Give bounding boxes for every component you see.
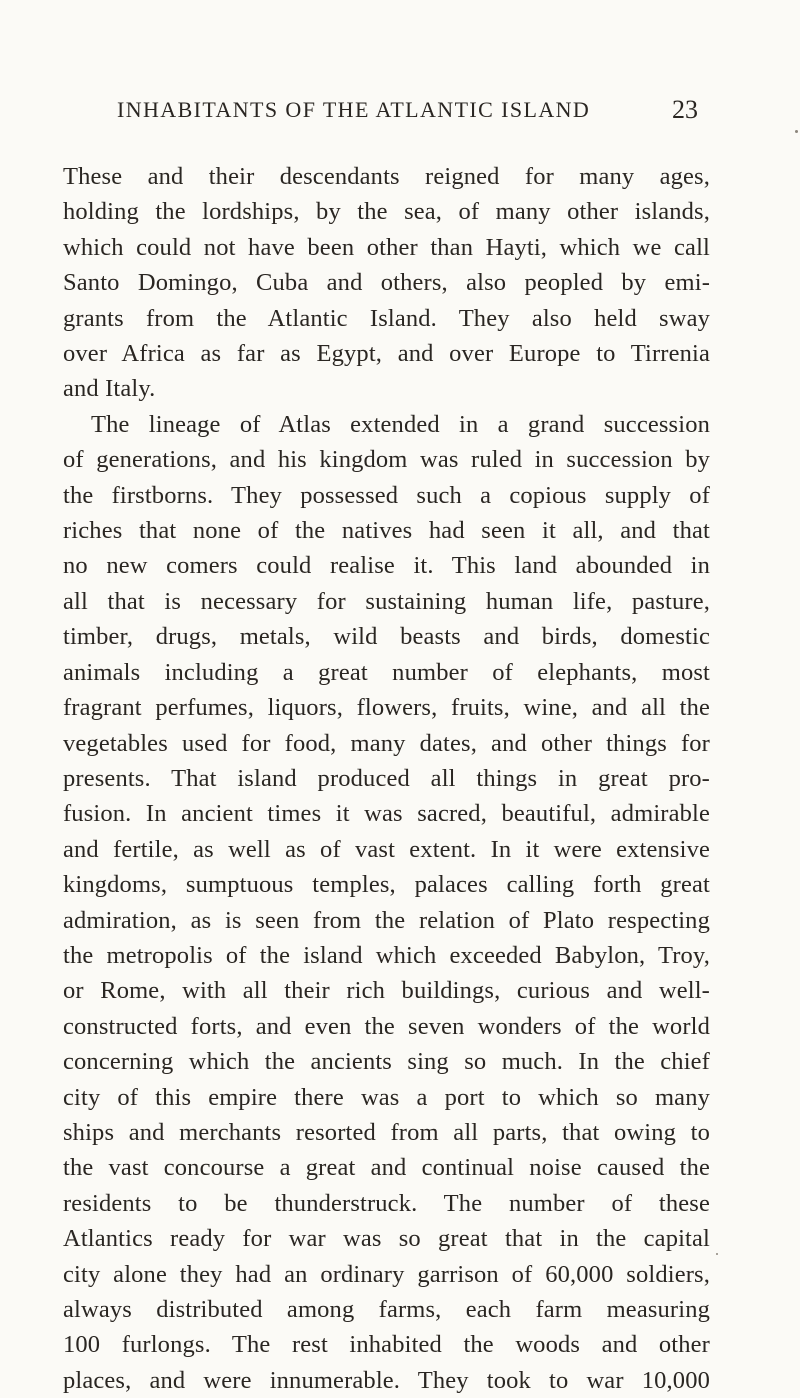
text-line: kingdoms, sumptuous temples, palaces calling forth great <box>63 871 710 899</box>
text-line: admiration, as is seen from the relation of Plato respecting <box>63 906 710 934</box>
paper-speck <box>795 130 798 133</box>
text-line: animals including a great number of elephants, most <box>63 658 710 686</box>
page-number: 23 <box>672 95 698 124</box>
text-line: all that is necessary for sustaining human life, pasture, <box>63 587 710 615</box>
text-line: of generations, and his kingdom was ruled in succession by <box>63 446 710 474</box>
text-line: These and their descendants reigned for many ages, <box>63 163 710 190</box>
text-line: constructed forts, and even the seven wonders of the world <box>63 1012 710 1040</box>
text-line: fragrant perfumes, liquors, flowers, fruits, wine, and all the <box>63 694 710 722</box>
paper-speck <box>716 1253 718 1255</box>
text-line: and fertile, as well as of vast extent. In it were extensive <box>63 835 710 863</box>
text-line: riches that none of the natives had seen it all, and that <box>63 517 710 545</box>
text-line: Atlantics ready for war was so great that in the capital <box>63 1225 710 1253</box>
text-line: the vast concourse a great and continual noise caused the <box>63 1154 710 1182</box>
text-line: vegetables used for food, many dates, and other things for <box>63 729 710 757</box>
text-line: the metropolis of the island which exceeded Babylon, Troy, <box>63 941 710 969</box>
text-line: Santo Domingo, Cuba and others, also peopled by emi- <box>63 269 710 297</box>
text-line: grants from the Atlantic Island. They also held sway <box>63 304 710 332</box>
body-text <box>63 159 710 1398</box>
text-line: residents to be thunderstruck. The number of these <box>63 1189 710 1217</box>
text-line: and Italy. <box>63 375 156 403</box>
text-line: always distributed among farms, each farm measuring <box>63 1296 710 1323</box>
text-line: presents. That island produced all things in great pro- <box>63 764 710 792</box>
text-line: concerning which the ancients sing so much. In the chief <box>63 1048 710 1076</box>
running-header <box>117 93 698 127</box>
text-line: over Africa as far as Egypt, and over Europe to Tirrenia <box>63 340 710 368</box>
text-line: timber, drugs, metals, wild beasts and birds, domestic <box>63 623 710 651</box>
text-line: holding the lordships, by the sea, of many other islands, <box>63 198 710 226</box>
text-line: city alone they had an ordinary garrison of 60,000 soldiers, <box>63 1260 710 1288</box>
text-line: The lineage of Atlas extended in a grand succession <box>91 410 710 438</box>
text-line: city of this empire there was a port to which so many <box>63 1083 710 1111</box>
text-line: or Rome, with all their rich buildings, curious and well- <box>63 977 710 1005</box>
text-line: the firstborns. They possessed such a copious supply of <box>63 481 710 509</box>
text-line: 100 furlongs. The rest inhabited the woods and other <box>63 1331 710 1359</box>
text-line: fusion. In ancient times it was sacred, beautiful, admirable <box>63 800 710 828</box>
text-line: which could not have been other than Hayti, which we call <box>63 233 710 261</box>
running-title: INHABITANTS OF THE ATLANTIC ISLAND <box>117 97 591 122</box>
text-line: no new comers could realise it. This land abounded in <box>63 552 710 580</box>
text-line: places, and were innumerable. They took to war 10,000 <box>63 1366 710 1394</box>
text-line: ships and merchants resorted from all parts, that owing to <box>63 1118 710 1146</box>
